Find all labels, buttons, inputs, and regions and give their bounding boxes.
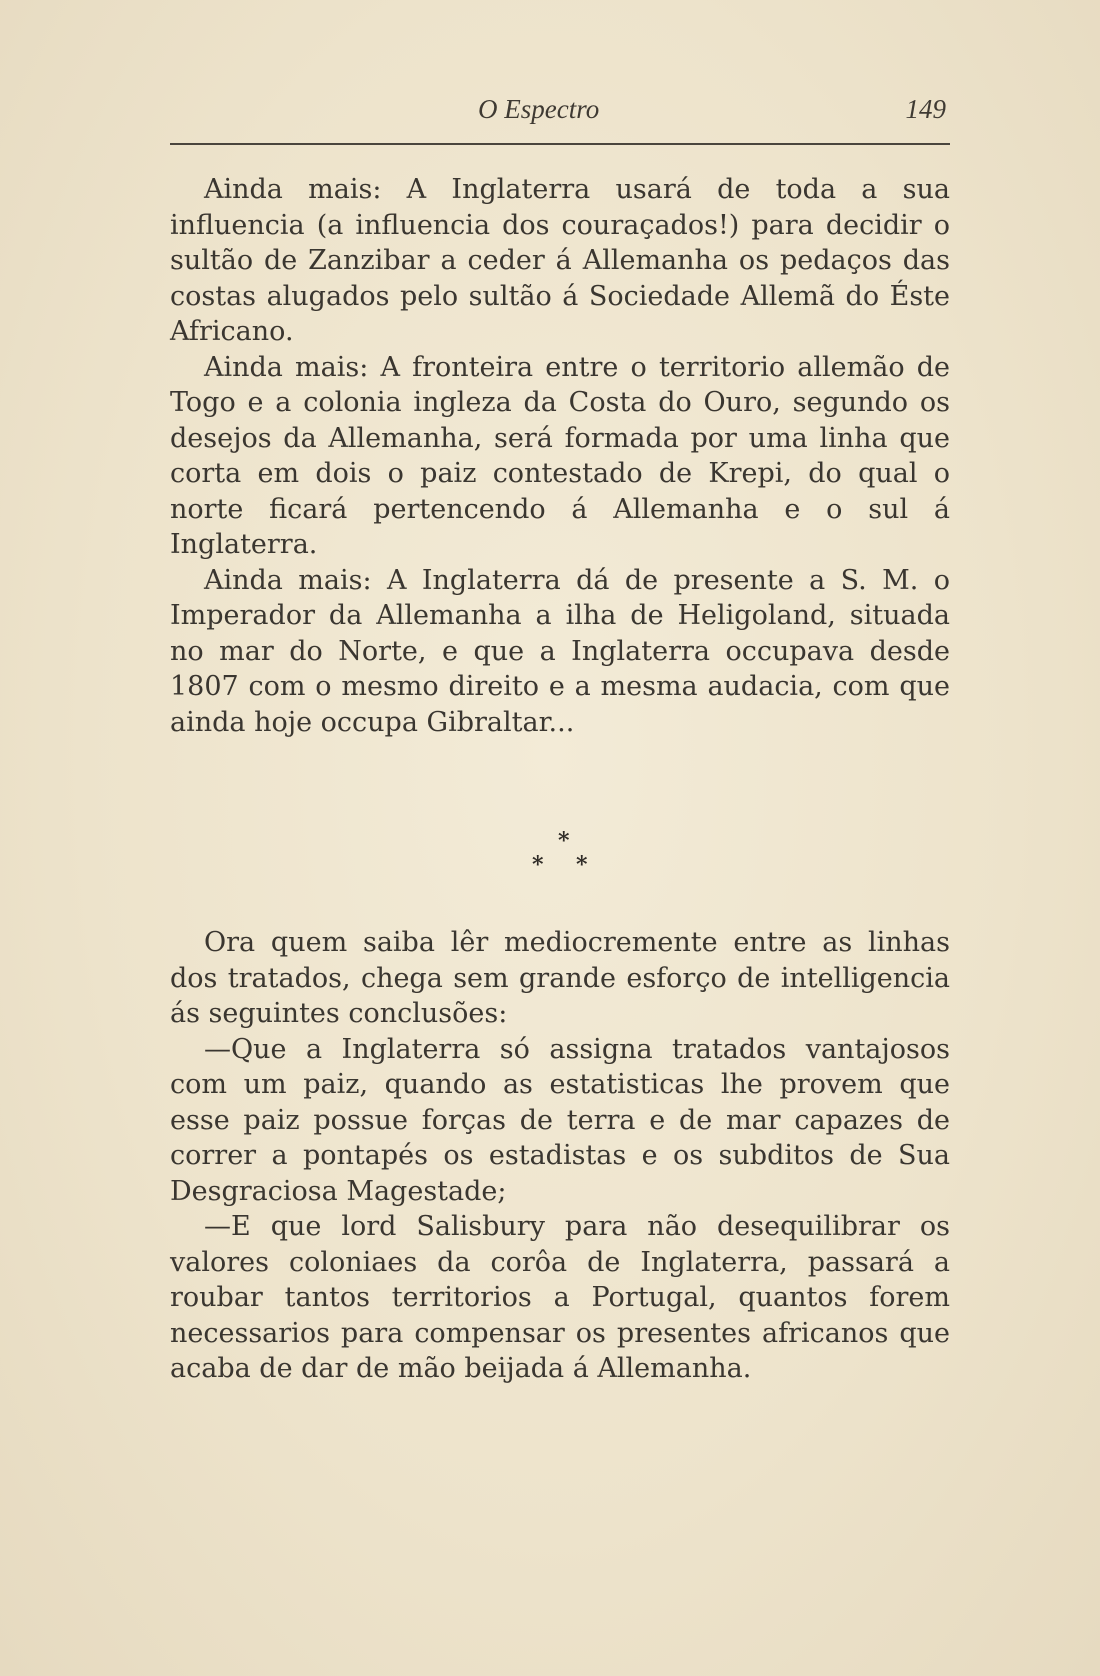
asterisk: * <box>576 852 588 878</box>
asterisk: * <box>532 852 544 878</box>
paragraph: —Que a Inglaterra só assigna tratados vantajosos com um paiz, quando as estatisticas lhe provem que esse paiz possue forças de terra e de mar capazes de correr a pontapés os estadistas e os subditos de Sua Desgraciosa Magestade; <box>170 1033 950 1207</box>
asterisk: * <box>558 828 570 854</box>
paragraph: Ora quem saiba lêr mediocremente entre as linhas dos tratados, chega sem grande esforço de intelligencia ás seguintes conclusões: <box>170 927 950 1029</box>
paragraph: —E que lord Salisbury para não desequilibrar os valores coloniaes da corôa de Inglaterra, passará a roubar tantos territorios a Portugal, quantos forem necessarios para compensar os presentes africanos que acaba de dar de mão beijada á Allemanha. <box>170 1211 950 1384</box>
paragraph: Ainda mais: A fronteira entre o territorio allemão de Togo e a colonia ingleza da Costa do Ouro, segundo os desejos da Allemanha, será formada por uma linha que corta em dois o paiz contestado de Krepi, do qual o norte ficará pertencendo á Allemanha e o sul á Inglaterra. <box>170 351 950 560</box>
body-section-1 <box>170 172 950 740</box>
paragraph: Ainda mais: A Inglaterra dá de presente a S. M. o Imperador da Allemanha a ilha de Heligoland, situada no mar do Norte, e que a Inglaterra occupava desde 1807 com o mesmo direito e a mesma audacia, com que ainda hoje occupa Gibraltar... <box>170 564 950 738</box>
running-header <box>170 88 950 128</box>
running-title: O Espectro <box>478 94 600 124</box>
body-section-2 <box>170 925 950 1387</box>
page-number: 149 <box>905 94 946 124</box>
paragraph: Ainda mais: A Inglaterra usará de toda a sua influencia (a influencia dos couraçados!) para decidir o sultão de Zanzibar a ceder á Allemanha os pedaços das costas alugados pelo sultão á Sociedade Allemã do Éste Africano. <box>170 174 950 347</box>
asterism-separator <box>170 828 950 888</box>
header-rule <box>170 143 950 145</box>
